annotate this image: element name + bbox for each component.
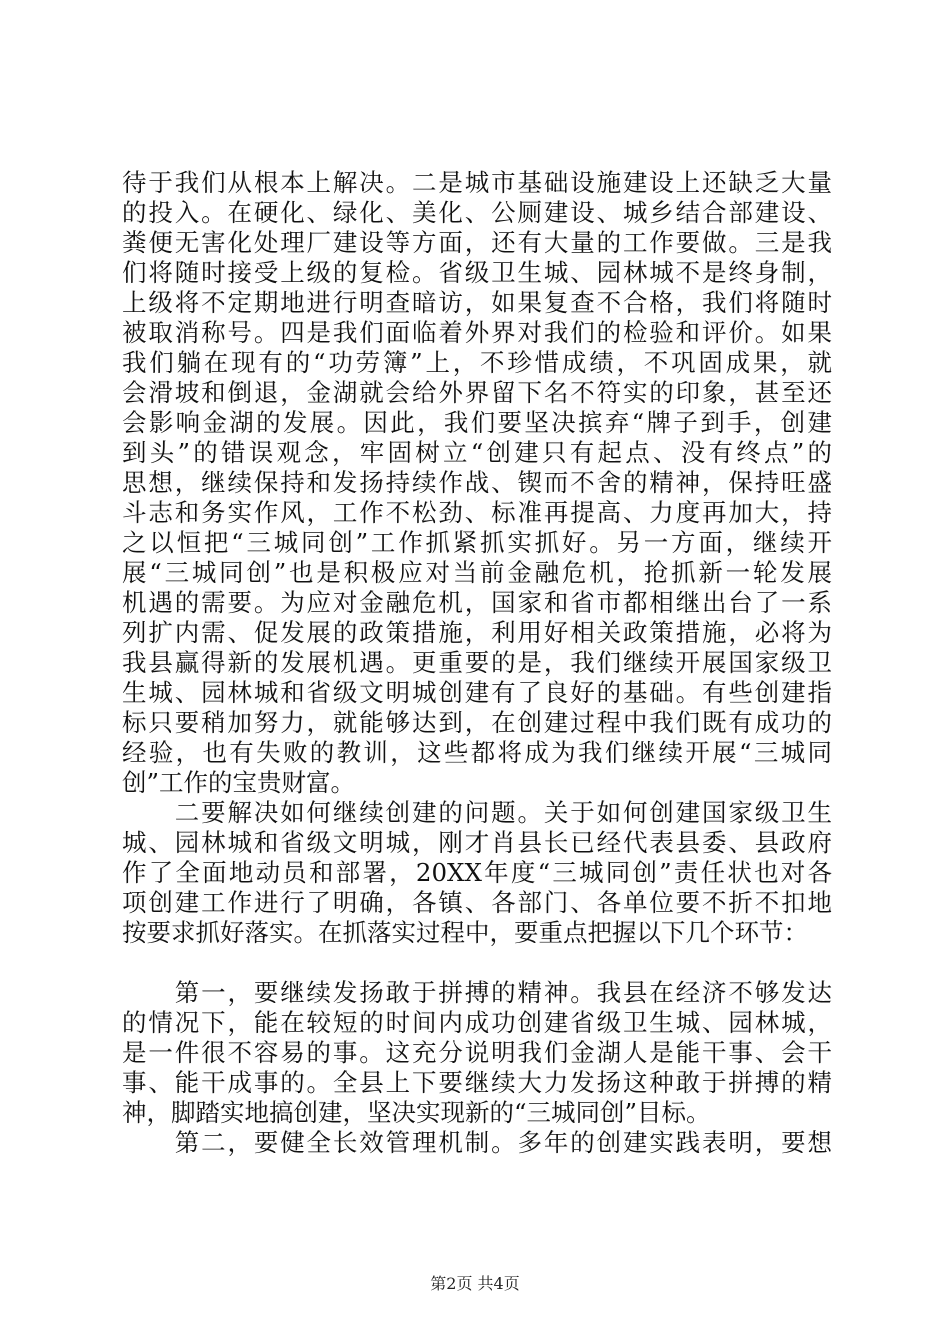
text-line: 第一，要继续发扬敢于拼搏的精神。我县在经济不够发达	[122, 978, 832, 1007]
text-line: 们将随时接受上级的复检。省级卫生城、园林城不是终身制，	[122, 258, 832, 287]
text-line: 项创建工作进行了明确，各镇、各部门、各单位要不折不扣地	[122, 888, 832, 917]
text-line: 被取消称号。四是我们面临着外界对我们的检验和评价。如果	[122, 318, 832, 347]
text-line: 我们躺在现有的“功劳簿”上，不珍惜成绩，不巩固成果，就	[122, 348, 832, 377]
text-line: 机遇的需要。为应对金融危机，国家和省市都相继出台了一系	[122, 588, 832, 617]
text-line: 会滑坡和倒退，金湖就会给外界留下名不符实的印象，甚至还	[122, 378, 832, 407]
text-line: 事、能干成事的。全县上下要继续大力发扬这种敢于拼搏的精	[122, 1068, 832, 1097]
text-line: 城、园林城和省级文明城，刚才肖县长已经代表县委、县政府	[122, 828, 832, 857]
text-line: 展“三城同创”也是积极应对当前金融危机，抢抓新一轮发展	[122, 558, 832, 587]
text-line: 二要解决如何继续创建的问题。关于如何创建国家级卫生	[122, 798, 832, 827]
text-line: 神，脚踏实地搞创建，坚决实现新的“三城同创”目标。	[122, 1098, 711, 1127]
paragraph	[122, 798, 832, 948]
text-line: 斗志和务实作风，工作不松劲、标准再提高、力度再加大，持	[122, 498, 832, 527]
text-line: 第二，要健全长效管理机制。多年的创建实践表明，要想	[122, 1128, 832, 1157]
text-line: 列扩内需、促发展的政策措施，利用好相关政策措施，必将为	[122, 618, 832, 647]
text-line: 作了全面地动员和部署，20XX年度“三城同创”责任状也对各	[122, 858, 832, 887]
text-line: 创”工作的宝贵财富。	[122, 768, 356, 797]
document-body	[122, 168, 832, 1158]
text-line: 之以恒把“三城同创”工作抓紧抓实抓好。另一方面，继续开	[122, 528, 832, 557]
text-line: 到头”的错误观念，牢固树立“创建只有起点、没有终点”的	[122, 438, 832, 467]
paragraph	[122, 1128, 832, 1158]
page-number-footer: 第2页 共4页	[430, 1274, 520, 1293]
paragraph-spacer	[122, 948, 832, 978]
text-line: 生城、园林城和省级文明城创建有了良好的基础。有些创建指	[122, 678, 832, 707]
text-line: 按要求抓好落实。在抓落实过程中，要重点把握以下几个环节：	[122, 918, 808, 947]
text-line: 待于我们从根本上解决。二是城市基础设施建设上还缺乏大量	[122, 168, 832, 197]
text-line: 上级将不定期地进行明查暗访，如果复查不合格，我们将随时	[122, 288, 832, 317]
text-line: 我县赢得新的发展机遇。更重要的是，我们继续开展国家级卫	[122, 648, 832, 677]
text-line: 的情况下，能在较短的时间内成功创建省级卫生城、园林城，	[122, 1008, 832, 1037]
text-line: 的投入。在硬化、绿化、美化、公厕建设、城乡结合部建设、	[122, 198, 832, 227]
text-line: 是一件很不容易的事。这充分说明我们金湖人是能干事、会干	[122, 1038, 832, 1067]
paragraph	[122, 168, 832, 798]
text-line: 标只要稍加努力，就能够达到，在创建过程中我们既有成功的	[122, 708, 832, 737]
text-line: 经验，也有失败的教训，这些都将成为我们继续开展“三城同	[122, 738, 832, 767]
text-line: 思想，继续保持和发扬持续作战、锲而不舍的精神，保持旺盛	[122, 468, 832, 497]
text-line: 会影响金湖的发展。因此，我们要坚决摈弃“牌子到手，创建	[122, 408, 832, 437]
text-line: 粪便无害化处理厂建设等方面，还有大量的工作要做。三是我	[122, 228, 832, 257]
paragraph	[122, 978, 832, 1128]
